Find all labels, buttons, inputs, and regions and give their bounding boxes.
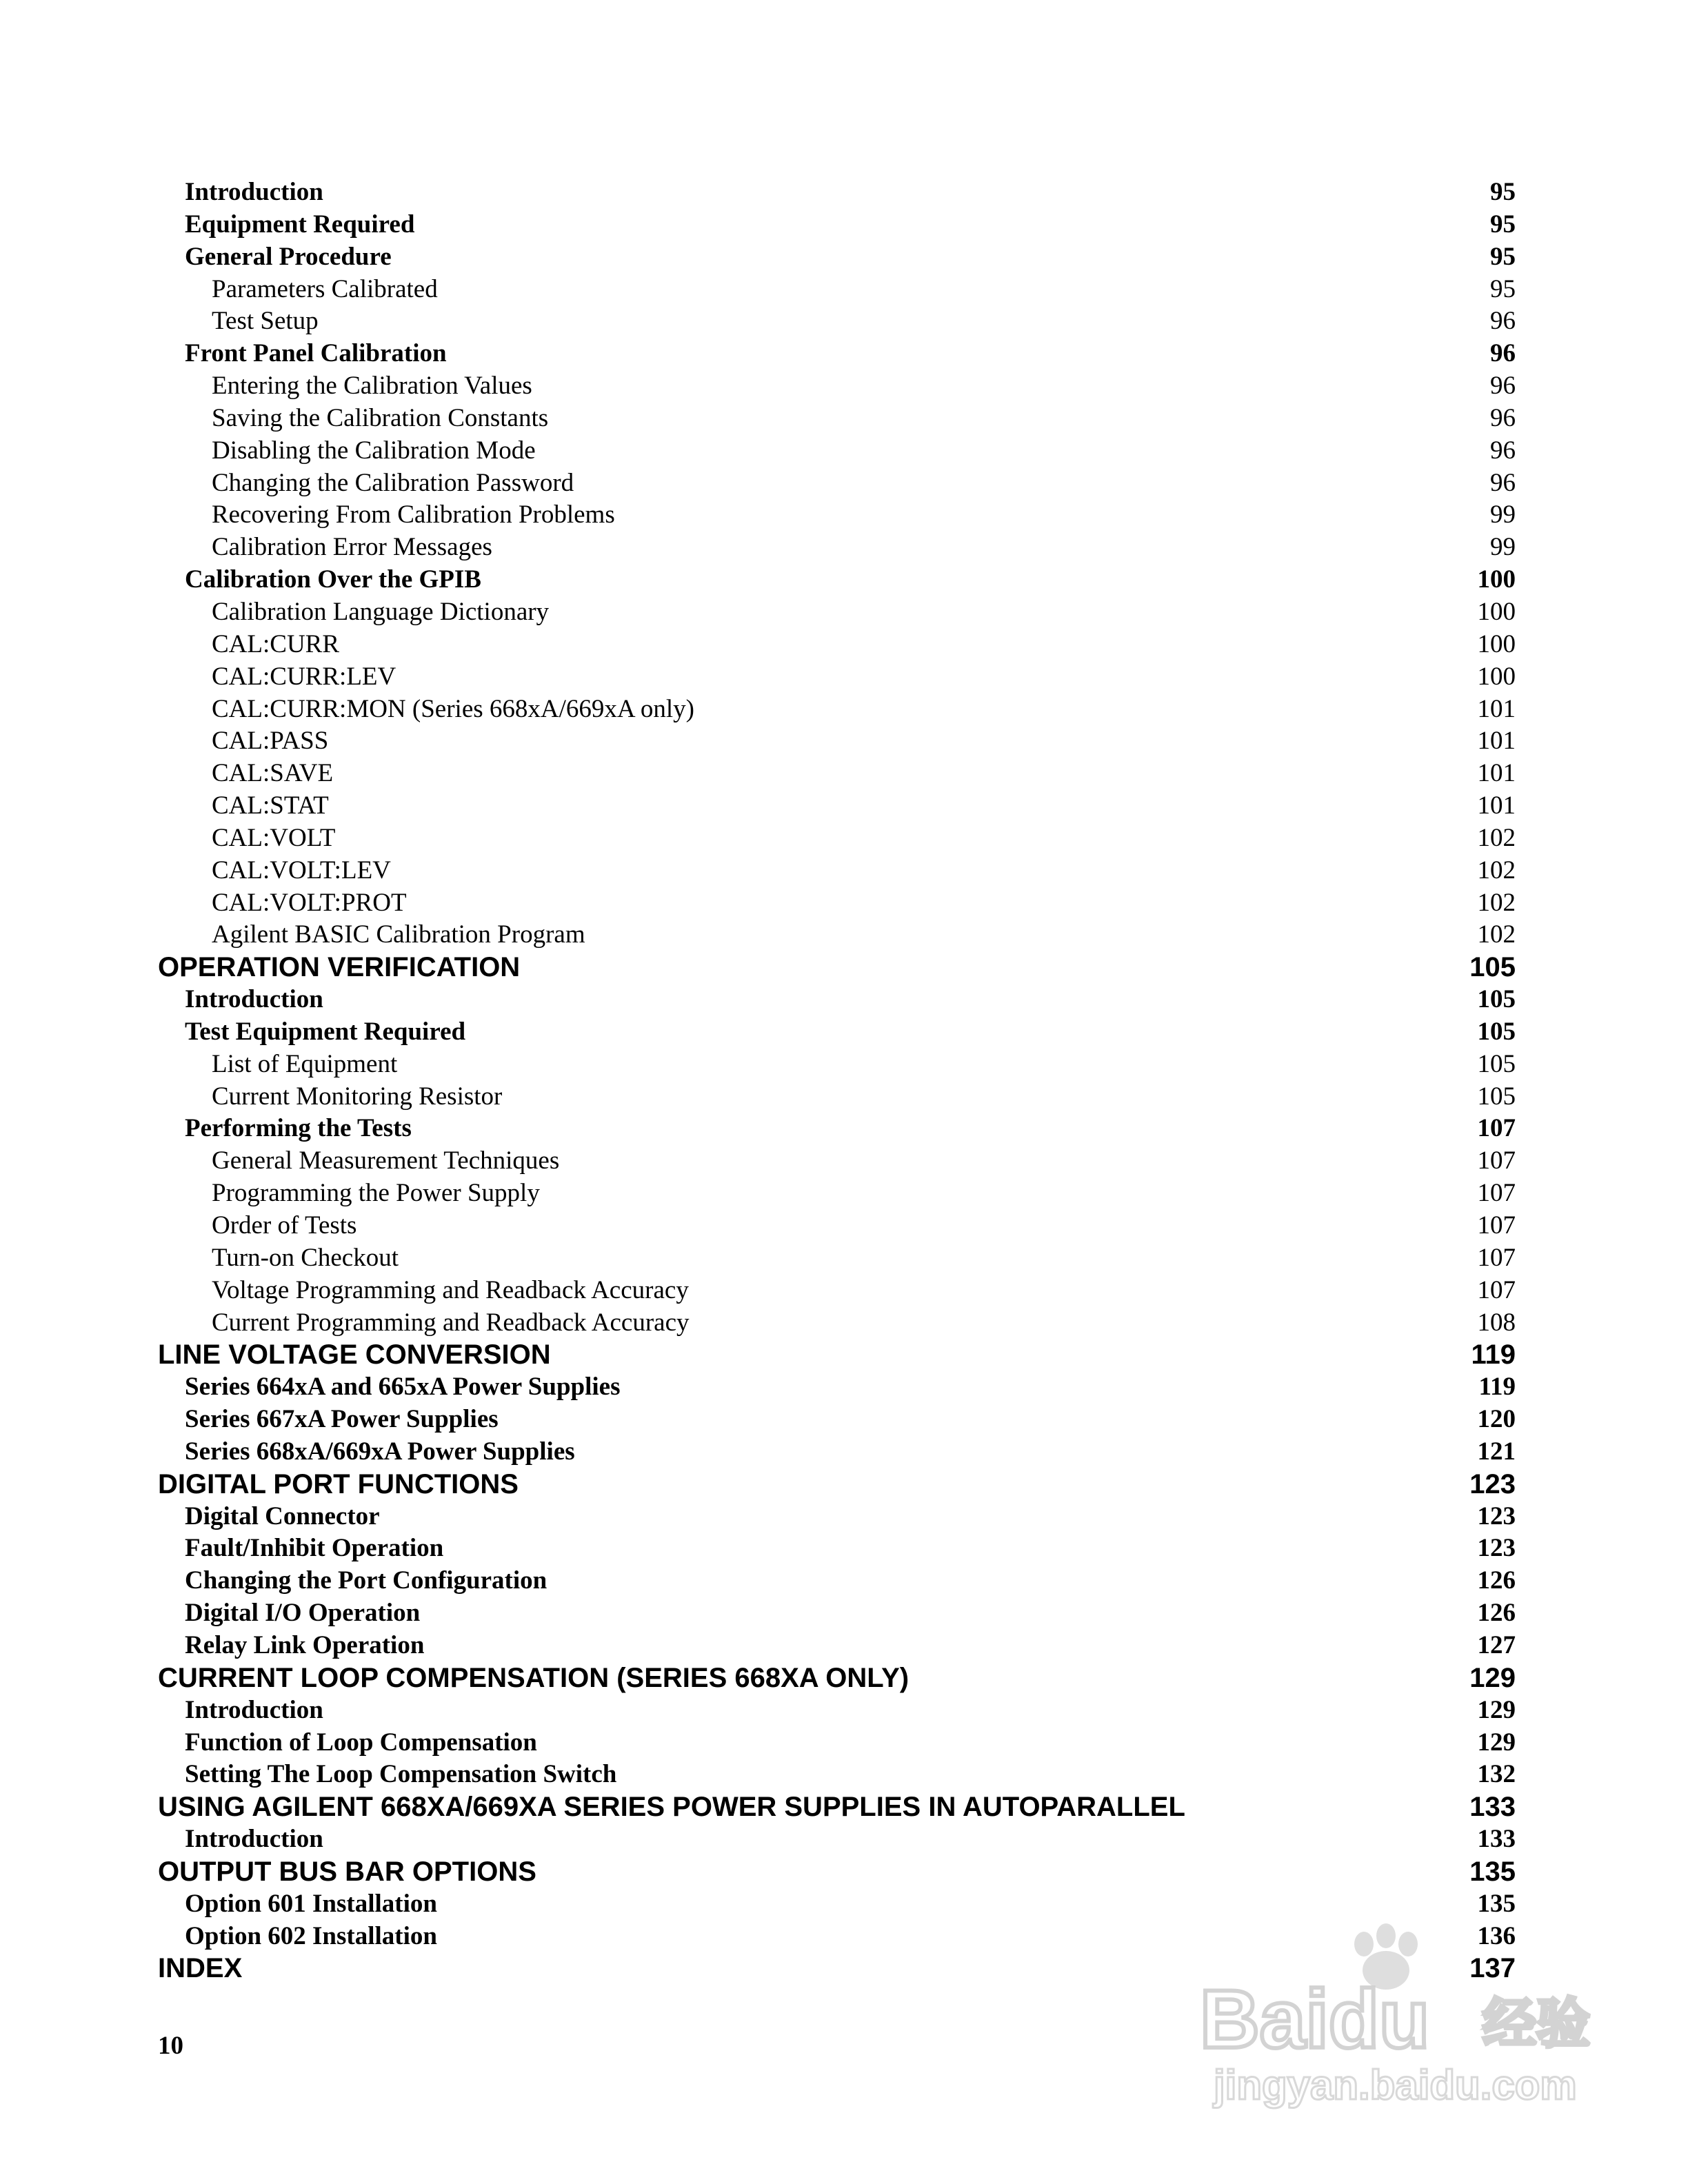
toc-entry-title: CAL:VOLT:LEV (212, 856, 391, 884)
toc-entry-title: Parameters Calibrated (212, 274, 438, 303)
toc-subsection-row[interactable] (0, 790, 1688, 822)
toc-subsection-row[interactable] (0, 1275, 1688, 1307)
watermark-chinese: 经验 (1483, 1993, 1591, 2055)
toc-entry-page: 107 (1477, 1243, 1516, 1272)
toc-entry-page: 101 (1477, 694, 1516, 723)
toc-entry-title: Order of Tests (212, 1211, 357, 1240)
toc-subsection-row[interactable] (0, 758, 1688, 790)
toc-chapter-row[interactable] (0, 1339, 1688, 1371)
toc-entry-page: 105 (1469, 952, 1516, 983)
toc-entry-page: 119 (1471, 1339, 1516, 1371)
toc-entry-title: INDEX (158, 1953, 243, 1984)
toc-entry-page: 107 (1477, 1146, 1516, 1175)
toc-entry-page: 100 (1477, 629, 1516, 658)
toc-entry-page: 135 (1469, 1856, 1516, 1887)
toc-entry-title: General Procedure (185, 242, 392, 271)
toc-entry-page: 132 (1477, 1760, 1516, 1789)
toc-entry-title: CAL:CURR:LEV (212, 662, 396, 691)
toc-entry-page: 136 (1477, 1921, 1516, 1950)
toc-subsection-row[interactable] (0, 725, 1688, 758)
toc-section-row[interactable] (0, 1597, 1688, 1630)
toc-entry-title: Recovering From Calibration Problems (212, 501, 615, 529)
toc-entry-title: Changing the Port Configuration (185, 1566, 547, 1595)
toc-entry-title: List of Equipment (212, 1049, 398, 1078)
toc-section-row[interactable] (0, 1888, 1688, 1921)
watermark-brand: Baidu (1200, 1973, 1430, 2065)
toc-entry-title: Changing the Calibration Password (212, 468, 574, 497)
toc-section-row[interactable] (0, 1759, 1688, 1791)
toc-entry-title: Agilent BASIC Calibration Program (212, 920, 585, 949)
toc-subsection-row[interactable] (0, 694, 1688, 726)
toc-entry-title: USING AGILENT 668XA/669XA SERIES POWER SUPPLIES IN AUTOPARALLEL (158, 1792, 1185, 1823)
toc-entry-title: Introduction (185, 1825, 323, 1854)
toc-entry-page: 105 (1477, 985, 1516, 1014)
table-of-contents (0, 176, 1688, 1985)
toc-subsection-row[interactable] (0, 1081, 1688, 1113)
watermark-url: jingyan.baidu.com (1214, 2062, 1577, 2108)
toc-subsection-row[interactable] (0, 1210, 1688, 1242)
toc-entry-title: CAL:STAT (212, 791, 329, 820)
toc-entry-page: 129 (1477, 1695, 1516, 1724)
toc-section-row[interactable] (0, 1501, 1688, 1533)
toc-entry-title: CAL:CURR:MON (Series 668xA/669xA only) (212, 694, 694, 723)
toc-entry-page: 105 (1477, 1049, 1516, 1078)
toc-section-row[interactable] (0, 176, 1688, 209)
toc-subsection-row[interactable] (0, 822, 1688, 855)
toc-entry-title: OPERATION VERIFICATION (158, 952, 521, 983)
toc-entry-page: 100 (1477, 597, 1516, 626)
toc-section-row[interactable] (0, 1727, 1688, 1759)
toc-entry-page: 99 (1490, 533, 1516, 562)
toc-entry-page: 95 (1490, 210, 1516, 239)
toc-entry-page: 121 (1477, 1437, 1516, 1466)
toc-entry-page: 126 (1477, 1599, 1516, 1628)
toc-subsection-row[interactable] (0, 370, 1688, 403)
toc-subsection-row[interactable] (0, 1177, 1688, 1210)
toc-entry-page: 96 (1490, 307, 1516, 336)
toc-entry-page: 96 (1490, 468, 1516, 497)
toc-subsection-row[interactable] (0, 435, 1688, 467)
toc-entry-title: LINE VOLTAGE CONVERSION (158, 1339, 551, 1371)
toc-section-row[interactable] (0, 209, 1688, 241)
toc-subsection-row[interactable] (0, 403, 1688, 435)
toc-entry-page: 96 (1490, 339, 1516, 368)
toc-entry-page: 137 (1469, 1953, 1516, 1984)
toc-entry-page: 101 (1477, 759, 1516, 788)
toc-entry-page: 96 (1490, 436, 1516, 465)
toc-entry-page: 133 (1469, 1792, 1516, 1823)
toc-entry-page: 95 (1490, 242, 1516, 271)
toc-subsection-row[interactable] (0, 1242, 1688, 1275)
toc-section-row[interactable] (0, 984, 1688, 1016)
toc-entry-page: 100 (1477, 662, 1516, 691)
toc-entry-page: 102 (1477, 920, 1516, 949)
toc-section-row[interactable] (0, 338, 1688, 370)
toc-entry-page: 99 (1490, 501, 1516, 529)
toc-entry-title: General Measurement Techniques (212, 1146, 560, 1175)
toc-subsection-row[interactable] (0, 661, 1688, 694)
toc-entry-page: 101 (1477, 727, 1516, 756)
toc-entry-page: 127 (1477, 1630, 1516, 1659)
toc-entry-title: CAL:CURR (212, 629, 340, 658)
toc-entry-page: 123 (1477, 1502, 1516, 1530)
toc-entry-page: 105 (1477, 1082, 1516, 1111)
toc-entry-page: 105 (1477, 1017, 1516, 1046)
toc-entry-title: Digital I/O Operation (185, 1599, 421, 1628)
toc-entry-title: CAL:VOLT:PROT (212, 888, 407, 917)
toc-entry-page: 119 (1478, 1373, 1516, 1402)
toc-entry-title: Front Panel Calibration (185, 339, 447, 368)
toc-subsection-row[interactable] (0, 887, 1688, 920)
toc-section-row[interactable] (0, 1630, 1688, 1662)
toc-entry-title: Current Monitoring Resistor (212, 1082, 503, 1111)
toc-entry-title: Fault/Inhibit Operation (185, 1534, 444, 1563)
toc-entry-page: 102 (1477, 888, 1516, 917)
toc-entry-page: 123 (1477, 1534, 1516, 1563)
toc-subsection-row[interactable] (0, 532, 1688, 564)
toc-entry-title: Turn-on Checkout (212, 1243, 399, 1272)
toc-section-row[interactable] (0, 1404, 1688, 1436)
toc-chapter-row[interactable] (0, 951, 1688, 984)
toc-subsection-row[interactable] (0, 629, 1688, 661)
toc-entry-page: 129 (1477, 1728, 1516, 1757)
toc-section-row[interactable] (0, 241, 1688, 274)
toc-section-row[interactable] (0, 1533, 1688, 1565)
toc-entry-page: 123 (1469, 1468, 1516, 1499)
toc-entry-title: Introduction (185, 178, 323, 206)
toc-entry-page: 96 (1490, 372, 1516, 401)
toc-entry-title: Performing the Tests (185, 1114, 412, 1143)
toc-entry-title: Test Setup (212, 307, 319, 336)
toc-entry-title: CAL:SAVE (212, 759, 334, 788)
toc-section-row[interactable] (0, 1565, 1688, 1597)
toc-entry-title: Series 667xA Power Supplies (185, 1405, 499, 1434)
toc-entry-page: 107 (1477, 1179, 1516, 1208)
toc-entry-title: Test Equipment Required (185, 1017, 466, 1046)
toc-entry-title: Calibration Language Dictionary (212, 597, 550, 626)
toc-entry-title: Function of Loop Compensation (185, 1728, 537, 1757)
toc-entry-title: Introduction (185, 985, 323, 1014)
toc-entry-page: 102 (1477, 856, 1516, 884)
toc-subsection-row[interactable] (0, 1145, 1688, 1177)
toc-entry-page: 100 (1477, 565, 1516, 594)
toc-entry-page: 135 (1477, 1889, 1516, 1918)
toc-entry-title: Setting The Loop Compensation Switch (185, 1760, 617, 1789)
toc-chapter-row[interactable] (0, 1662, 1688, 1695)
toc-entry-title: CAL:VOLT (212, 823, 336, 852)
toc-section-row[interactable] (0, 1016, 1688, 1049)
toc-entry-title: CAL:PASS (212, 727, 329, 756)
toc-entry-title: Programming the Power Supply (212, 1179, 540, 1208)
toc-entry-page: 107 (1477, 1114, 1516, 1143)
toc-subsection-row[interactable] (0, 855, 1688, 887)
toc-entry-title: Series 668xA/669xA Power Supplies (185, 1437, 575, 1466)
toc-entry-title: Introduction (185, 1695, 323, 1724)
toc-subsection-row[interactable] (0, 467, 1688, 500)
toc-entry-page: 101 (1477, 791, 1516, 820)
toc-entry-page: 126 (1477, 1566, 1516, 1595)
toc-entry-title: Current Programming and Readback Accuracy (212, 1308, 690, 1337)
toc-chapter-row[interactable] (0, 1468, 1688, 1501)
toc-entry-title: Saving the Calibration Constants (212, 403, 549, 432)
toc-entry-title: Calibration Error Messages (212, 533, 492, 562)
toc-subsection-row[interactable] (0, 919, 1688, 951)
toc-section-row[interactable] (0, 1695, 1688, 1727)
toc-entry-title: Series 664xA and 665xA Power Supplies (185, 1373, 621, 1402)
toc-entry-page: 133 (1477, 1825, 1516, 1854)
toc-entry-title: DIGITAL PORT FUNCTIONS (158, 1468, 519, 1499)
toc-entry-title: Option 602 Installation (185, 1921, 437, 1950)
toc-subsection-row[interactable] (0, 274, 1688, 306)
toc-entry-title: Calibration Over the GPIB (185, 565, 481, 594)
toc-section-row[interactable] (0, 1436, 1688, 1468)
toc-section-row[interactable] (0, 564, 1688, 596)
toc-entry-page: 95 (1490, 274, 1516, 303)
toc-entry-page: 129 (1469, 1662, 1516, 1693)
toc-entry-page: 120 (1477, 1405, 1516, 1434)
toc-section-row[interactable] (0, 1371, 1688, 1404)
toc-entry-title: Voltage Programming and Readback Accuracy (212, 1275, 689, 1304)
toc-section-row[interactable] (0, 1823, 1688, 1856)
page-number: 10 (158, 2032, 183, 2060)
toc-subsection-row[interactable] (0, 1049, 1688, 1081)
toc-subsection-row[interactable] (0, 596, 1688, 629)
toc-section-row[interactable] (0, 1113, 1688, 1145)
toc-entry-page: 107 (1477, 1211, 1516, 1240)
toc-subsection-row[interactable] (0, 1307, 1688, 1339)
toc-entry-title: OUTPUT BUS BAR OPTIONS (158, 1856, 536, 1887)
toc-entry-page: 108 (1477, 1308, 1516, 1337)
toc-chapter-row[interactable] (0, 1791, 1688, 1823)
toc-entry-title: Entering the Calibration Values (212, 372, 532, 401)
toc-subsection-row[interactable] (0, 305, 1688, 338)
toc-entry-title: Equipment Required (185, 210, 415, 239)
baidu-watermark (1186, 1917, 1600, 2110)
toc-entry-page: 107 (1477, 1275, 1516, 1304)
toc-entry-page: 95 (1490, 178, 1516, 206)
toc-subsection-row[interactable] (0, 499, 1688, 532)
toc-entry-title: Relay Link Operation (185, 1630, 425, 1659)
toc-entry-title: Option 601 Installation (185, 1889, 437, 1918)
toc-entry-title: Disabling the Calibration Mode (212, 436, 536, 465)
toc-entry-title: CURRENT LOOP COMPENSATION (SERIES 668XA ONLY) (158, 1662, 910, 1693)
toc-entry-page: 96 (1490, 403, 1516, 432)
toc-entry-page: 102 (1477, 823, 1516, 852)
toc-entry-title: Digital Connector (185, 1502, 380, 1530)
toc-chapter-row[interactable] (0, 1856, 1688, 1888)
